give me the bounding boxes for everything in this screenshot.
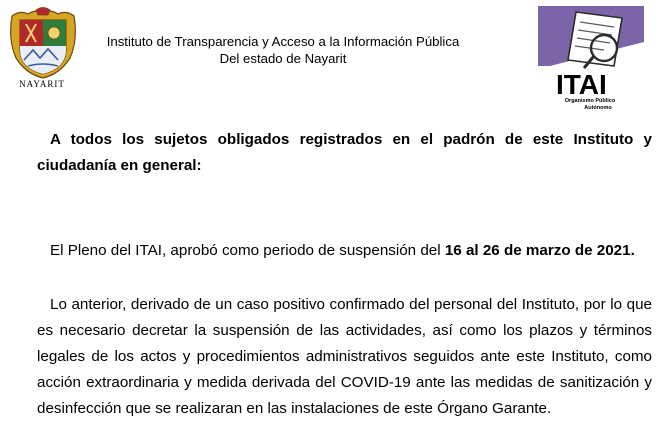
- greeting-paragraph: A todos los sujetos obligados registrados en el padrón de este Instituto y ciudadanía en general:: [37, 131, 652, 174]
- nayarit-coat-of-arms: [6, 6, 80, 80]
- logo-subtitle-line2: Autónomo: [584, 105, 612, 111]
- institute-heading: [90, 33, 476, 67]
- suspension-dates: 16 al 26 de marzo de 2021.: [444, 242, 635, 259]
- reason-paragraph: Lo anterior, derivado de un caso positivo confirmado del personal del Instituto, por lo que es necesario decretar la suspensión de las actividades, así como los plazos y términos legales de los actos y procedimientos administrativos seguidos ante este Instituto, como acción extraordinaria y medida derivada del COVID-19 ante las medidas de sanitización y desinfección que se realizaran en las instalaciones de este Órgano Garante.: [37, 296, 652, 417]
- seal-caption: NAYARIT: [19, 79, 65, 89]
- logo-text: ITAI: [556, 69, 607, 100]
- itai-logo: [538, 6, 644, 116]
- suspension-text: El Pleno del ITAI, aprobó como periodo de suspensión del: [50, 242, 445, 259]
- institute-state: Del estado de Nayarit: [219, 51, 347, 66]
- suspension-paragraph: [37, 238, 652, 264]
- institute-name: Instituto de Transparencia y Acceso a la Información Pública: [106, 34, 460, 49]
- logo-subtitle-line1: Organismo Público: [564, 98, 616, 104]
